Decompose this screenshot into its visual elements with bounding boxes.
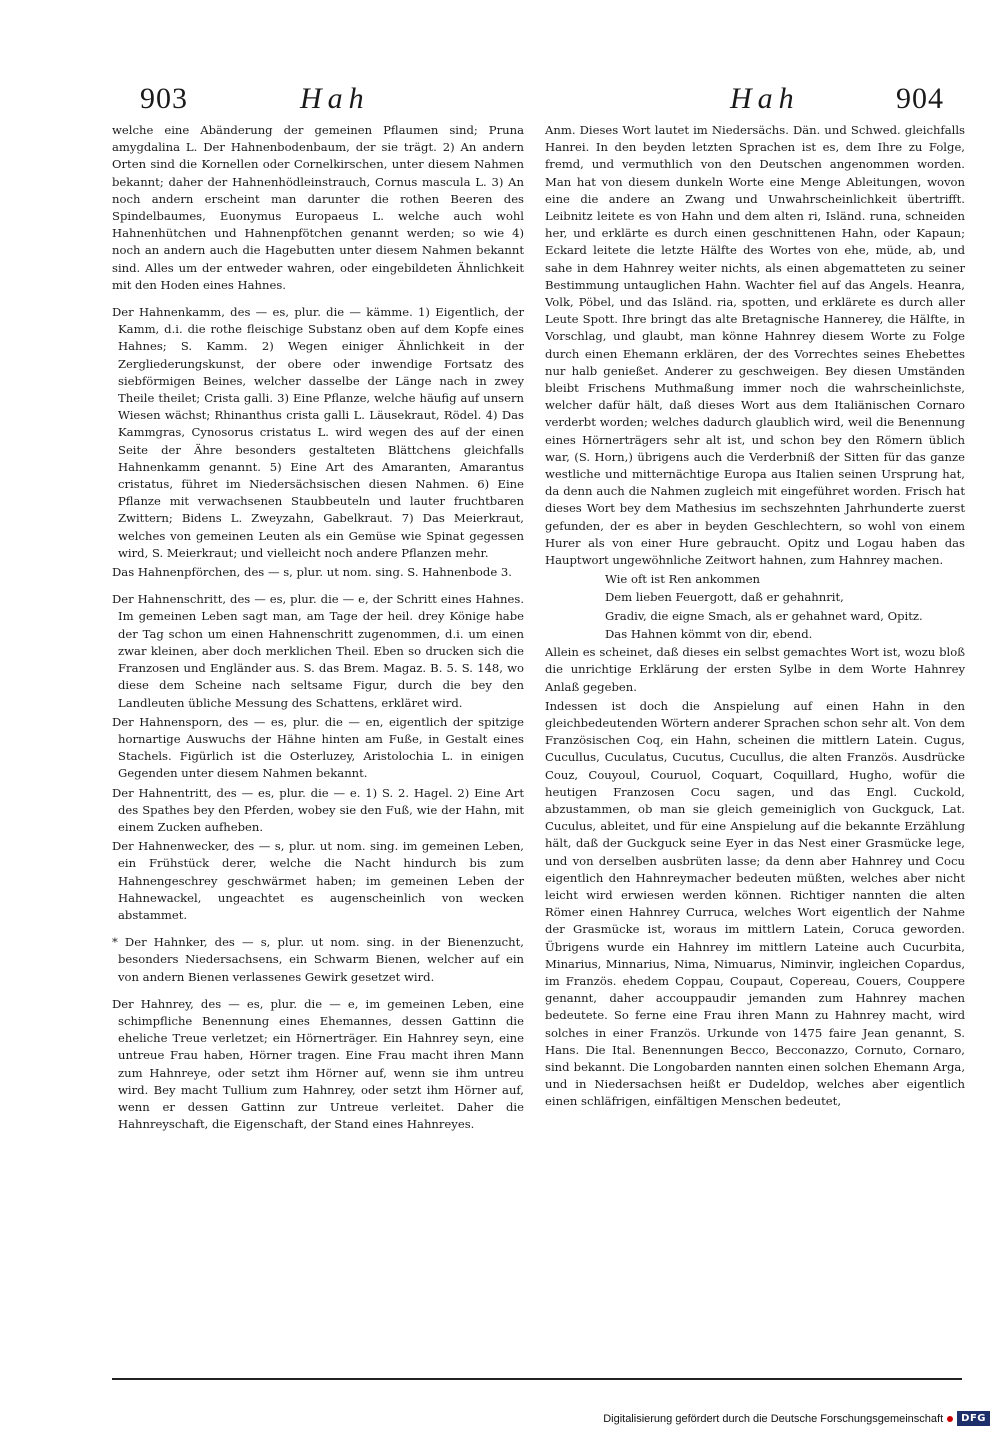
paragraph: Allein es scheinet, daß dieses ein selbst gemachtes Wort ist, wozu bloß die unrichtige Erklärung der ersten Sylbe in dem Worte Hahnrey Anlaß gegeben. [545,645,965,694]
right-page-number: 904 [896,82,944,115]
verse-line: Wie oft ist Ren ankommen [605,572,761,587]
right-column [545,122,965,1232]
left-column [112,122,524,1202]
left-running-head: Hah [300,82,370,115]
bottom-rule [112,1378,962,1380]
left-page-number: 903 [140,82,188,115]
digitization-footer [603,1411,990,1426]
separator-dot-icon [947,1416,953,1422]
entry-hahnenschritt: Der Hahnenschritt, des — es, plur. die — e, der Schritt eines Hahnes. Im gemeinen Leben sagt man, am Tage der heil. drey Könige habe der Tag schon um einen Hahnenschritt zugenommen, d.i. um einen zwar kleinen, aber doch merklichen Theil. Eben so drucken sich die Franzosen und Engländer aus. S. das Brem. Magaz. B. 5. S. 148, wo diese dem Scheine nach seltsame Figur, durch die bey den Landleuten übliche Messung des Schattens, erkläret wird. [112,592,524,710]
verse-line: Das Hahnen kömmt von dir, ebend. [605,626,813,641]
entry-hahnrey: Der Hahnrey, des — es, plur. die — e, im gemeinen Leben, eine schimpfliche Benennung eines Ehemannes, dessen Gattinn die eheliche Treue verletzet; ein Hörnerträger. Ein Hahnrey seyn, eine untreue Frau haben, Hörner tragen. Eine Frau macht ihren Mann zum Hahnreye, oder setzt ihm Hörner auf, wenn sie ihm untreu wird. Bey macht Tullium zum Hahnrey, oder setzt ihm Hörner auf, wenn er dessen Gattinn zur Untreue verleitet. Daher die Hahnreyschaft, die Eigenschaft, der Stand eines Hahnreyes. [112,996,524,1132]
annotation-paragraph: Anm. Dieses Wort lautet im Niedersächs. Dän. und Schwed. gleichfalls Hanrei. In den beyden letzten Sprachen ist es, dem Ihre zu Folge, fremd, und vermuthlich von den Deutschen angenommen worden. Man hat von diesem dunkeln Worte eine Menge Ableitungen, wovon eine die andere an Zwang und Unwahrscheinlichkeit übertrifft. Leibnitz leitete es von Hahn und dem alten ri, Isländ. runa, schneiden her, und erklärte es durch einen geschnittenen Hahn, oder Kapaun; Eckard leitete die letzte Hälfte des Wortes von ehe, müde, ab, und sahe in dem Hahnrey weiter nichts, als einen abgematteten zu seiner Bestimmung untauglichen Hahn. Wachter fiel auf das Angels. Heanra, Volk, Pöbel, und das Isländ. ria, spotten, und erklärete es durch aller Leute Spott. Ihre bringt das alte Bretagnische Hannerey, die Hälfte, in Vorschlag, und glaubt, man könne Hahnrey diesem Worte zu Folge durch einen Ehemann erklären, der des Vorrechtes seines Ehebettes nur halb genießet. Anderer zu geschweigen. Bey diesen Umständen bleibt Frischens Muthmaßung immer noch die wahrscheinlichste, welcher dafür hält, daß dieses Wort aus dem Italiänischen Cornaro verderbt worden; welches dadurch glaublich wird, weil die Benennung eines Hörnerträgers sehr alt ist, und schon bey den Römern üblich war, (S. Horn,) übrigens auch die Verderbniß der Sitten für das ganze westliche und mitternächtige Europa aus Italien seinen Ursprung hat, da denn auch die Nahmen zugleich mit eingeführet worden. Frisch hat dieses Wort bey dem Mathesius im sechszehnten Jahrhunderte zuerst gefunden, der es aber in beyden Geschlechtern, so wohl von einem Hurer als von einer Hure gebraucht. Opitz und Logau haben das Hauptwort ungewöhnliche Zeitwort hahnen, zum Hahnrey machen. [545,123,965,568]
dfg-logo: DFG [957,1411,990,1426]
right-running-head: Hah [730,82,800,115]
entry-hahnenwecker: Der Hahnenwecker, des — s, plur. ut nom. sing. im gemeinen Leben, ein Frühstück derer, welche die Nacht hindurch bis zum Hahnengeschrey geschwärmet haben; im gemeinen Leben der Hahnewackel, ungeachtet es augenscheinlich von wecken abstammet. [112,839,524,922]
verse-line: Dem lieben Feuergott, daß er gehahnrit, [605,590,844,605]
entry-hahnentritt: Der Hahnentritt, des — es, plur. die — e. 1) S. 2. Hagel. 2) Eine Art des Spathes bey den Pferden, wobey sie den Fuß, wie der Hahn, mit einem Zucken aufheben. [112,785,524,834]
entry-hahnker: * Der Hahnker, des — s, plur. ut nom. sing. in der Bienenzucht, besonders Niedersachsens, ein Schwarm Bienen, welcher auf ein von andern Bienen verlassenes Gewirk gesetzet wird. [112,935,524,984]
entry-hahnenkamm: Der Hahnenkamm, des — es, plur. die — kämme. 1) Eigentlich, der Kamm, d.i. die rothe fleischige Substanz oben auf dem Kopfe eines Hahnes; S. Kamm. 2) Wegen einiger Ähnlichkeit in der Zergliederungskunst, der obere oder inwendige Fortsatz des siebförmigen Beines, welcher dasselbe der Länge nach in zwey Theile theilet; Crista galli. 3) Eine Pflanze, welche häufig auf unsern Wiesen wächst; Rhinanthus crista galli L. Läusekraut, Rödel. 4) Das Kammgras, Cynosorus cristatus L. wird wegen des auf der einen Seite der Ähre besonders gestalteten Blättchens gleichfalls Hahnenkamm genannt. 5) Eine Art des Amaranten, Amarantus cristatus, führet im Niedersächsischen diesen Nahmen. 6) Eine Pflanze mit verwachsenen Staubbeuteln und lauter fruchtbaren Zwittern; Bidens L. Zweyzahn, Gabelkraut. 7) Das Meierkraut, welches von gemeinen Leuten als ein Gemüse wie Spinat gegessen wird, S. Meierkraut; und vielleicht noch andere Pflanzen mehr. [112,305,524,560]
paragraph: Indessen ist doch die Anspielung auf einen Hahn in den gleichbedeutenden Wörtern anderer Sprachen schon sehr alt. Von dem Französischen Coq, ein Hahn, scheinen die mittlern Latein. Cugus, Cucullus, Cuculatus, Cucutus, Cucullus, die alten Französ. Ausdrücke Couz, Couyoul, Couruol, Coquart, Coquillard, Hugho, wofür die heutigen Franzosen Cocu sagen, und das Engl. Cuckold, abzustammen, ob man sie gleich gemeiniglich von Guckguck, Lat. Cuculus, ableitet, und für eine Anspielung auf die bekannte Erzählung hält, daß der Guckguck seine Eyer in das Nest einer Grasmücke lege, und von derselben ausbrüten lasse; da denn aber Hahnrey und Cocu eigentlich den Hahnreymacher bedeuten müßten, welches aber nicht leicht wird erwiesen werden können. Richtiger nannten die alten Römer einen Hahnrey Curruca, welches Wort eigentlich der Nahme der Grasmücke ist, woraus im mittlern Latein, Coruca geworden. Übrigens wurde ein Hahnrey im mittlern Lateine auch Cucurbita, Minarius, Minnarius, Nima, Nimuarus, Niminvir, ingleichen Copardus, im Französ. ehedem Coppau, Coupaut, Copereau, Couers, Couppere genannt, daher accouppaudir jemanden zum Hahnrey machen bedeutete. So ferne eine Frau ihren Mann zu Hahnrey macht, wird solches in einer Französ. Urkunde von 1475 faire Jean genannt, S. Hans. Die Ital. Benennungen Becco, Becconazzo, Cornuto, Cornaro, sind bekannt. Die Longobarden nannten einen solchen Ehemann Arga, und in Niedersachsen heißt er Dudeldop, welches aber eigentlich einen schläfrigen, einfältigen Menschen bedeutet, [545,698,965,1109]
footer-credit: Digitalisierung gefördert durch die Deutsche Forschungsgemeinschaft [603,1412,944,1425]
entry-hahnensporn: Der Hahnensporn, des — es, plur. die — en, eigentlich der spitzige hornartige Auswuchs der Hähne hinten am Fuße, in Gestalt eines Stachels. Figürlich ist die Osterluzey, Aristolochia L. in einigen Gegenden unter diesem Nahmen bekannt. [112,714,524,781]
entry-hahnenpfoerchen: Das Hahnenpförchen, des — s, plur. ut nom. sing. S. Hahnenbode 3. [112,565,512,580]
continuation-paragraph: welche eine Abänderung der gemeinen Pflaumen sind; Pruna amygdalina L. Der Hahnenbodenbaum, der sie trägt. 2) An andern Orten sind die Kornellen oder Cornelkirschen, unter diesem Nahmen bekannt; daher der Hahnenhödleinstrauch, Cornus mascula L. 3) An noch andern erscheint man darunter die rothen Beeren des Spindelbaumes, Euonymus Europaeus L. welche auch wohl Hahnenhütchen und Hahnenpfötchen genannt werden; so wie 4) noch an andern auch die Hagebutten unter diesem Nahmen bekannt sind. Alles um der entweder wahren, oder eingebildeten Ähnlichkeit mit den Hoden eines Hahnes. [112,123,524,292]
verse-line: Gradiv, die eigne Smach, als er gehahnet ward, Opitz. [605,608,923,623]
